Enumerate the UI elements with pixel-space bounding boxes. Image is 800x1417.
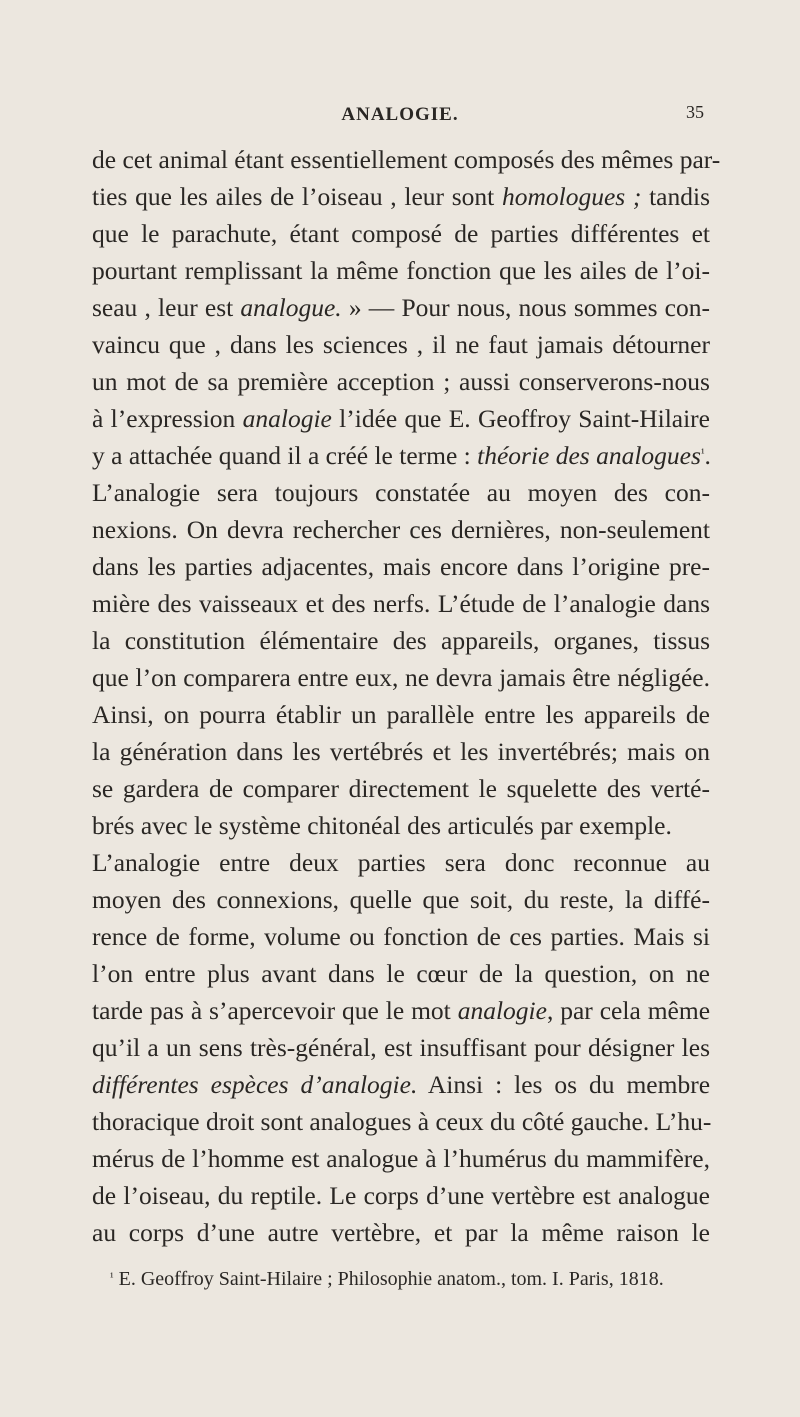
- text-line: [92, 474, 710, 511]
- text-line: [92, 992, 710, 1029]
- text-line: [92, 807, 710, 844]
- italic-text: homologues ;: [501, 182, 642, 211]
- text-line: [92, 548, 710, 585]
- text-line: [92, 363, 710, 400]
- text-segment: dans les parties adjacentes, mais encore dans l’origine pre-: [92, 552, 710, 581]
- text-segment: à l’expression: [92, 404, 243, 433]
- text-segment: que le parachute, étant composé de parties différentes et: [92, 219, 710, 248]
- text-line: [92, 252, 710, 289]
- italic-text: différentes espèces d’analogie.: [92, 1070, 418, 1099]
- running-head-title: ANALOGIE.: [341, 104, 459, 125]
- text-segment: thoracique droit sont analogues à ceux du côté gauche. L’hu-: [92, 1107, 712, 1136]
- text-segment: moyen des connexions, quelle que soit, du reste, la diffé-: [92, 885, 710, 914]
- running-head: [92, 96, 708, 136]
- text-segment: que l’on comparera entre eux, ne devra jamais être négligée.: [92, 663, 710, 692]
- text-line: [92, 622, 710, 659]
- italic-text: analogue.: [240, 293, 342, 322]
- text-line: [92, 289, 710, 326]
- text-segment: » — Pour nous, nous sommes con-: [341, 293, 710, 322]
- footnote-reference: ¹: [700, 446, 705, 460]
- text-line: [92, 437, 710, 474]
- text-line: [92, 955, 710, 992]
- text-line: [92, 659, 710, 696]
- text-line: [92, 585, 710, 622]
- text-segment: rence de forme, volume ou fonction de ces parties. Mais si: [92, 922, 710, 951]
- text-segment: se gardera de comparer directement le squelette des verté-: [92, 774, 710, 803]
- text-segment: de cet animal étant essentiellement composés des mêmes par-: [92, 145, 721, 174]
- text-line: [92, 770, 710, 807]
- text-segment: un mot de sa première acception ; aussi conserverons-nous: [92, 367, 710, 396]
- text-segment: vaincu que , dans les sciences , il ne faut jamais détourner: [92, 330, 710, 359]
- text-line: [92, 215, 710, 252]
- text-segment: l’on entre plus avant dans le cœur de la question, on ne: [92, 959, 710, 988]
- text-segment: y a attachée quand il a créé le terme :: [92, 441, 478, 470]
- text-line: [92, 733, 710, 770]
- text-line: [92, 1177, 710, 1214]
- text-segment: ties que les ailes de l’oiseau , leur sont: [92, 182, 502, 211]
- text-segment: Ainsi : les os du membre: [417, 1070, 711, 1099]
- text-line: [92, 1103, 710, 1140]
- footnote-text: E. Geoffroy Saint-Hilaire ; Philosophie anatom., tom. I. Paris, 1818.: [113, 1268, 664, 1290]
- text-segment: tandis: [641, 182, 710, 211]
- italic-text: analogie: [457, 996, 547, 1025]
- text-segment: L’analogie sera toujours constatée au moyen des con-: [92, 478, 710, 507]
- text-line: [92, 400, 710, 437]
- text-segment: L’analogie entre deux parties sera donc reconnue au: [92, 848, 710, 877]
- text-line: [92, 326, 710, 363]
- italic-text: analogie: [242, 404, 332, 433]
- text-segment: tarde pas à s’apercevoir que le mot: [92, 996, 458, 1025]
- text-segment: Ainsi, on pourra établir un parallèle entre les appareils de: [92, 700, 710, 729]
- footnote: [110, 1266, 710, 1292]
- page-number: 35: [686, 102, 704, 122]
- text-segment: au corps d’une autre vertèbre, et par la même raison le: [92, 1218, 710, 1247]
- text-line: [92, 1214, 710, 1251]
- text-segment: qu’il a un sens très-général, est insuffisant pour désigner les: [92, 1033, 710, 1062]
- text-line: [92, 511, 710, 548]
- text-line: [92, 1066, 710, 1103]
- text-line: [92, 881, 710, 918]
- text-line: [92, 1140, 710, 1177]
- text-segment: l’idée que E. Geoffroy Saint-Hilaire: [331, 404, 710, 433]
- text-segment: de l’oiseau, du reptile. Le corps d’une vertèbre est analogue: [92, 1181, 710, 1210]
- text-segment: brés avec le système chitonéal des articulés par exemple.: [92, 811, 672, 840]
- text-segment: pourtant remplissant la même fonction que les ailes de l’oi-: [92, 256, 710, 285]
- text-segment: , par cela même: [546, 996, 711, 1025]
- footnote-marker: ¹: [110, 1270, 114, 1284]
- text-segment: .: [704, 441, 711, 470]
- italic-text: théorie des analogues: [477, 441, 701, 470]
- text-segment: nexions. On devra rechercher ces dernières, non-seulement: [92, 515, 710, 544]
- text-segment: mière des vaisseaux et des nerfs. L’étude de l’analogie dans: [92, 589, 710, 618]
- text-line: [92, 844, 710, 881]
- text-segment: mérus de l’homme est analogue à l’humérus du mammifère,: [92, 1144, 710, 1173]
- body-text: [92, 141, 721, 1251]
- text-line: [92, 141, 721, 178]
- text-line: [92, 918, 710, 955]
- text-line: [92, 696, 710, 733]
- text-line: [92, 178, 710, 215]
- text-segment: la constitution élémentaire des appareils, organes, tissus: [92, 626, 710, 655]
- text-segment: seau , leur est: [92, 293, 241, 322]
- text-line: [92, 1029, 710, 1066]
- text-segment: la génération dans les vertébrés et les invertébrés; mais on: [92, 737, 710, 766]
